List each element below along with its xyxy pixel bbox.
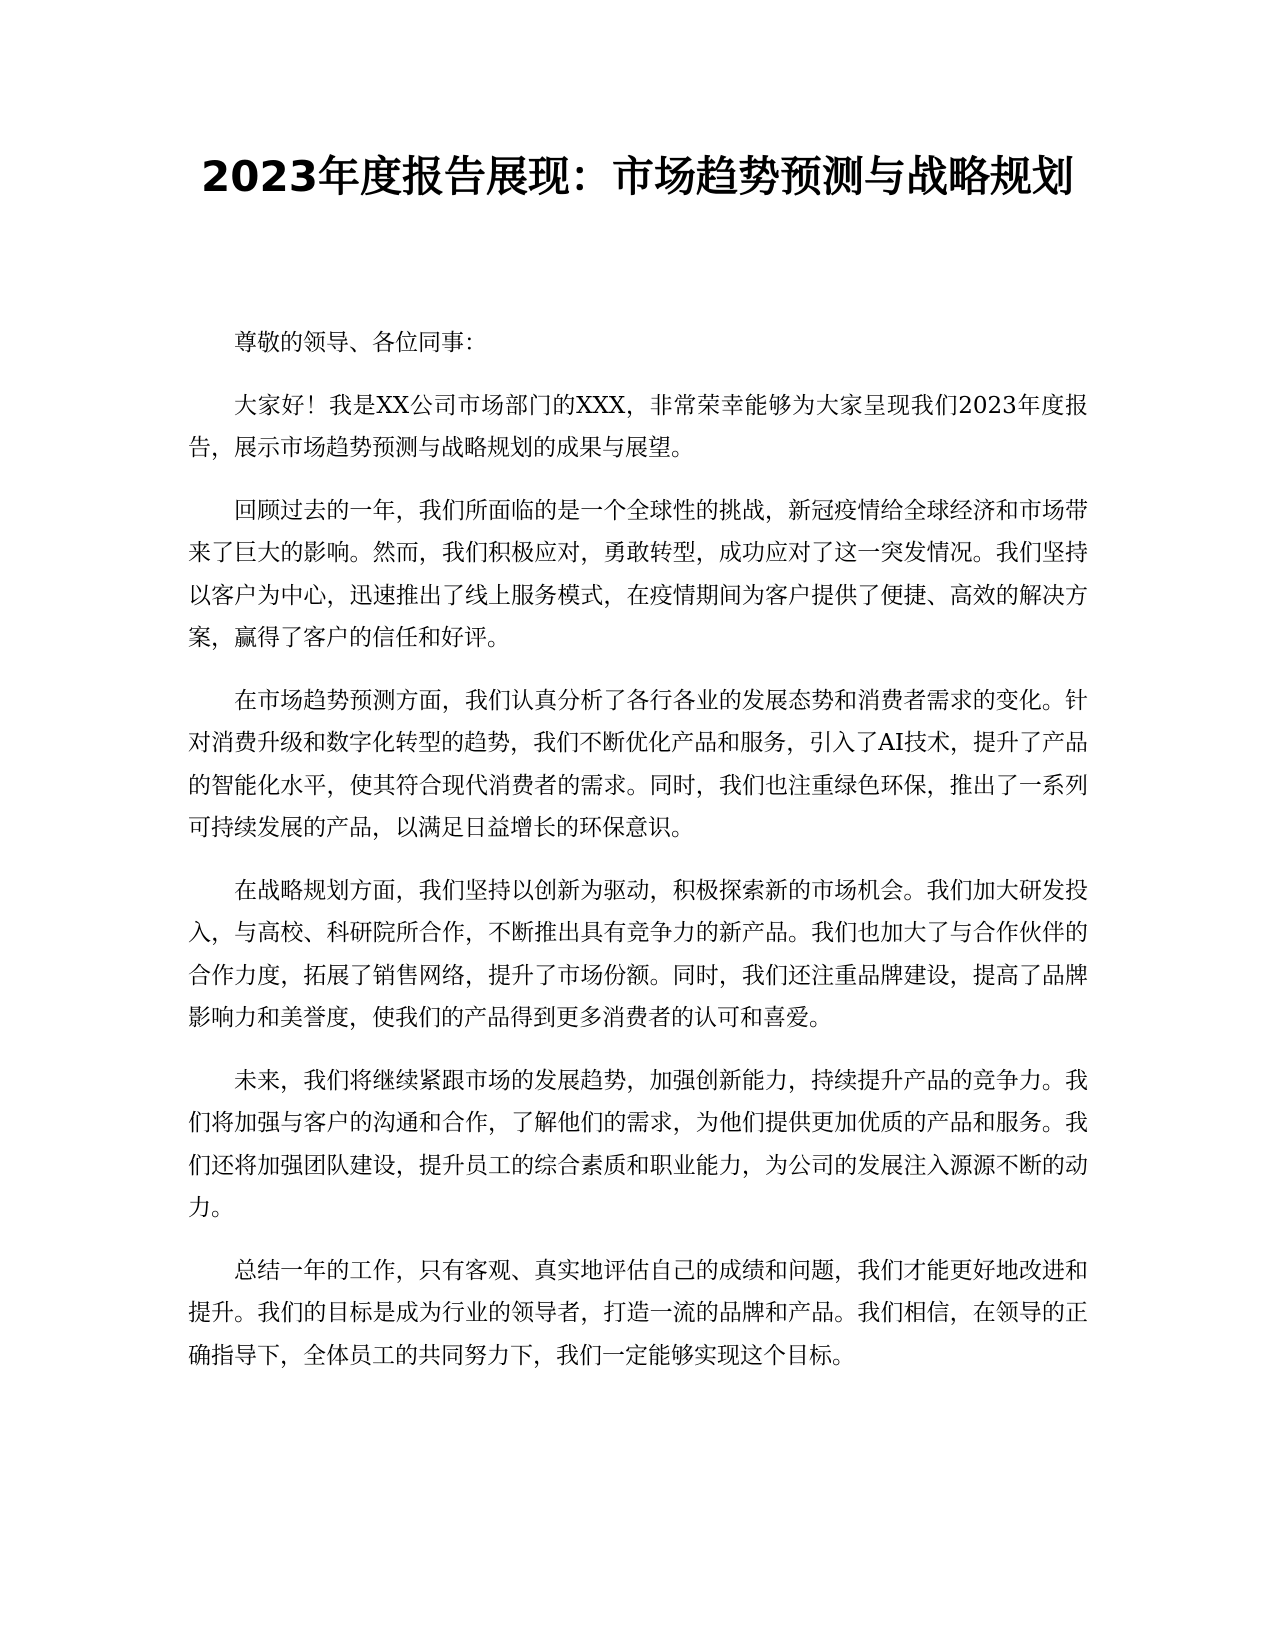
summary-paragraph: 总结一年的工作，只有客观、真实地评估自己的成绩和问题，我们才能更好地改进和提升。我们的目标是成为行业的领导者，打造一流的品牌和产品。我们相信，在领导的正确指导下，全体员工的共同努力下，我们一定能够实现这个目标。 — [188, 1257, 1088, 1369]
intro-paragraph: 大家好！我是XX公司市场部门的XXX，非常荣幸能够为大家呈现我们2023年度报告，展示市场趋势预测与战略规划的成果与展望。 — [188, 392, 1088, 461]
review-paragraph: 回顾过去的一年，我们所面临的是一个全球性的挑战，新冠疫情给全球经济和市场带来了巨大的影响。然而，我们积极应对，勇敢转型，成功应对了这一突发情况。我们坚持以客户为中心，迅速推出了线上服务模式，在疫情期间为客户提供了便捷、高效的解决方案，赢得了客户的信任和好评。 — [188, 497, 1088, 651]
salutation-paragraph: 尊敬的领导、各位同事： — [234, 330, 487, 356]
document-title: 2023年度报告展现：市场趋势预测与战略规划 — [201, 152, 1074, 201]
future-paragraph: 未来，我们将继续紧跟市场的发展趋势，加强创新能力，持续提升产品的竞争力。我们将加强与客户的沟通和合作，了解他们的需求，为他们提供更加优质的产品和服务。我们还将加强团队建设，提升员工的综合素质和职业能力，为公司的发展注入源源不断的动力。 — [188, 1067, 1088, 1221]
market-trend-paragraph: 在市场趋势预测方面，我们认真分析了各行各业的发展态势和消费者需求的变化。针对消费升级和数字化转型的趋势，我们不断优化产品和服务，引入了AI技术，提升了产品的智能化水平，使其符合现代消费者的需求。同时，我们也注重绿色环保，推出了一系列可持续发展的产品，以满足日益增长的环保意识。 — [188, 687, 1088, 841]
strategy-paragraph: 在战略规划方面，我们坚持以创新为驱动，积极探索新的市场机会。我们加大研发投入，与高校、科研院所合作，不断推出具有竞争力的新产品。我们也加大了与合作伙伴的合作力度，拓展了销售网络，提升了市场份额。同时，我们还注重品牌建设，提高了品牌影响力和美誉度，使我们的产品得到更多消费者的认可和喜爱。 — [188, 877, 1088, 1031]
document-body — [188, 322, 1088, 1397]
